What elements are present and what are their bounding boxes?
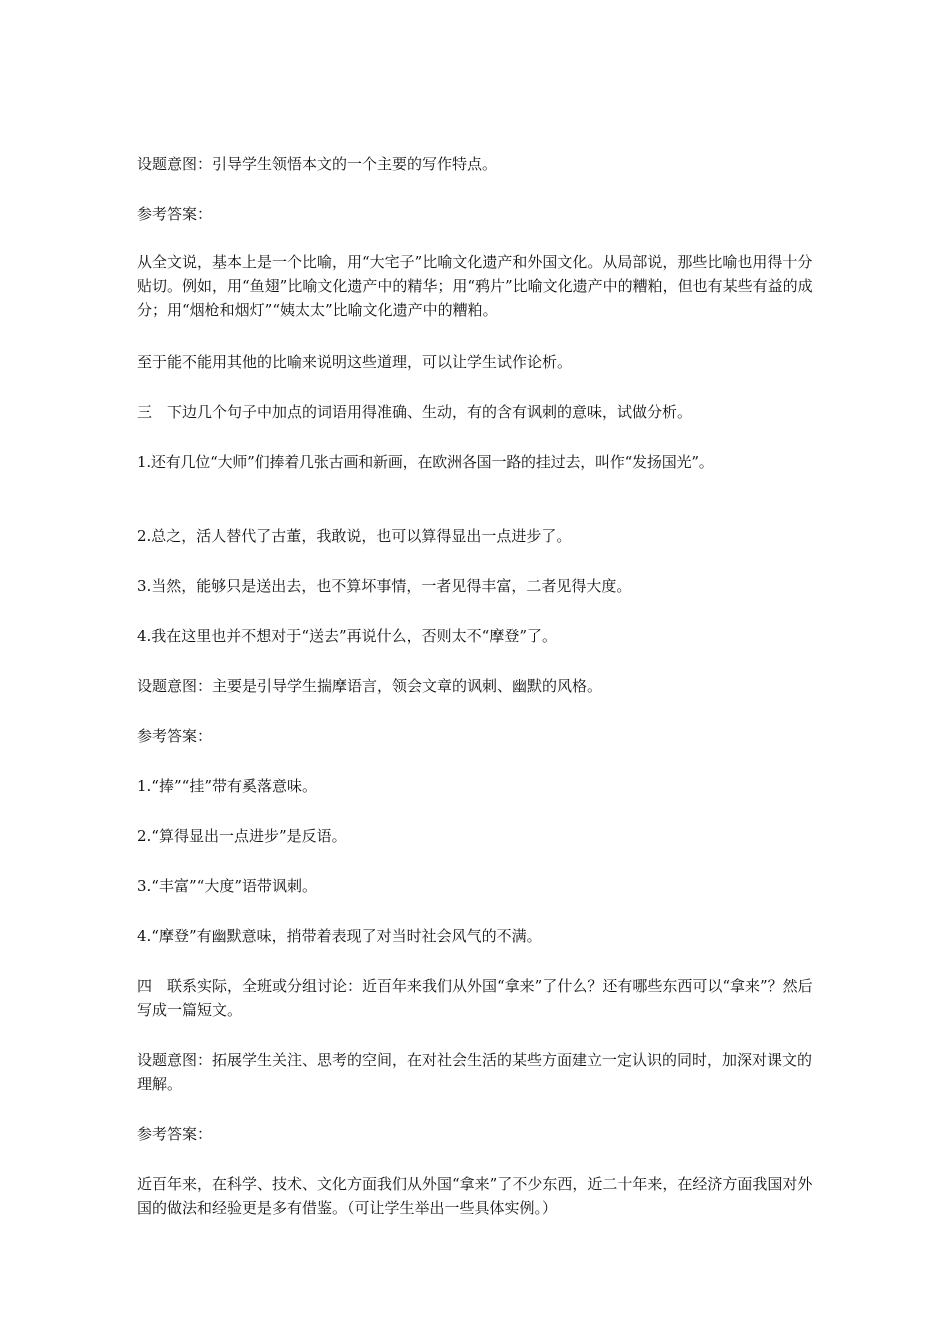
answer-paragraph-2: 至于能不能用其他的比喻来说明这些道理，可以让学生试作论析。 — [137, 353, 573, 371]
sentence-item-3: 3.当然，能够只是送出去，也不算坏事情，一者见得丰富，二者见得大度。 — [137, 577, 632, 595]
answer-heading-3: 参考答案： — [137, 1125, 213, 1143]
design-intent-1: 设题意图：引导学生领悟本文的一个主要的写作特点。 — [137, 155, 498, 173]
design-intent-3: 设题意图：拓展学生关注、思考的空间，在对社会生活的某些方面建立一定认识的同时，加深对课文的理解。 — [137, 1051, 813, 1093]
sentence-item-2: 2.总之，活人替代了古董，我敢说，也可以算得显出一点进步了。 — [137, 527, 572, 545]
exercise-three-heading: 三 下边几个句子中加点的词语用得准确、生动，有的含有讽刺的意味，试做分析。 — [137, 403, 693, 421]
answer-item-1: 1.“捧”“挂”带有奚落意味。 — [137, 777, 317, 795]
answer-item-3: 3.“丰富”“大度”语带讽刺。 — [137, 877, 317, 895]
design-intent-2: 设题意图：主要是引导学生揣摩语言，领会文章的讽刺、幽默的风格。 — [137, 677, 603, 695]
answer-paragraph-3: 近百年来，在科学、技术、文化方面我们从外国“拿来”了不少东西，近二十年来，在经济方面我国对外国的做法和经验更是多有借鉴。（可让学生举出一些具体实例。） — [137, 1175, 813, 1217]
exercise-four-heading: 四 联系实际，全班或分组讨论：近百年来我们从外国“拿来”了什么？还有哪些东西可以“拿来”？然后写成一篇短文。 — [137, 977, 813, 1019]
sentence-item-4: 4.我在这里也并不想对于“送去”再说什么，否则太不“摩登”了。 — [137, 627, 557, 645]
sentence-item-1: 1.还有几位“大师”们捧着几张古画和新画，在欧洲各国一路的挂过去，叫作“发扬国光”。 — [137, 453, 714, 471]
answer-paragraph-1: 从全文说，基本上是一个比喻，用“大宅子”比喻文化遗产和外国文化。从局部说，那些比喻也用得十分贴切。例如，用“鱼翅”比喻文化遗产中的精华；用“鸦片”比喻文化遗产中的糟粕，但也有某些有益的成分；用“烟枪和烟灯”“姨太太”比喻文化遗产中的糟粕。 — [137, 253, 813, 319]
answer-item-4: 4.“摩登”有幽默意味，捎带着表现了对当时社会风气的不满。 — [137, 927, 542, 945]
answer-heading-2: 参考答案： — [137, 727, 213, 745]
answer-item-2: 2.“算得显出一点进步”是反语。 — [137, 827, 347, 845]
answer-heading-1: 参考答案： — [137, 205, 213, 223]
